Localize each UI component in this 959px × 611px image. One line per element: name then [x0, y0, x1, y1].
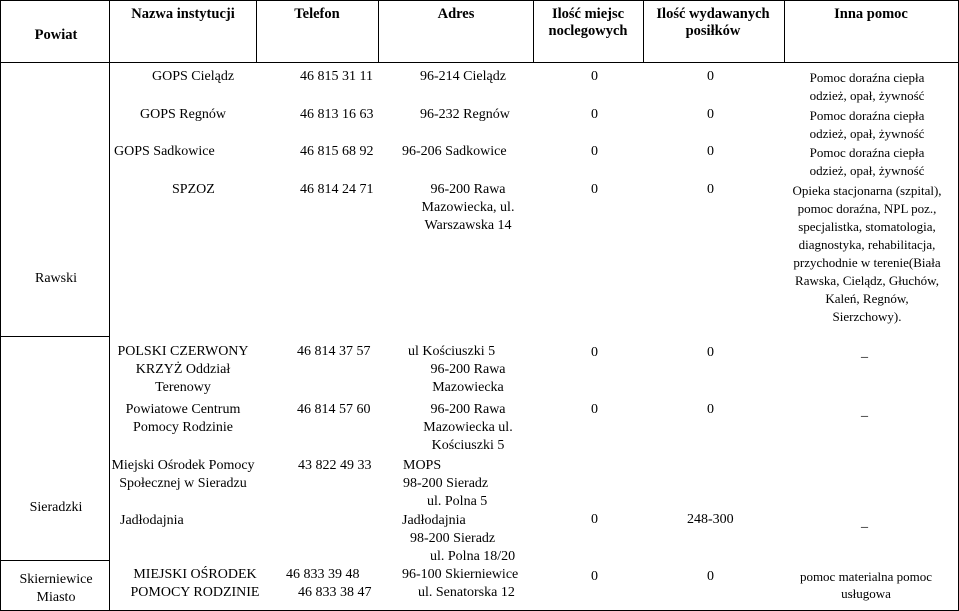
- sieradzki-row-1-posilki: 0: [707, 345, 714, 360]
- header-telefon: Telefon: [294, 6, 340, 22]
- skierniewice-row-1-inna-2: usługowa: [841, 586, 891, 601]
- sieradzki-row-1-adres: ul Kościuszki 5: [408, 344, 496, 359]
- header-top-border: [0, 0, 959, 1]
- sieradzki-row-4-adres-3: ul. Polna 18/20: [430, 549, 516, 564]
- rawski-row-1-inna-2: odzież, opał, żywność: [809, 88, 925, 103]
- rawski-row-4-inna-4: diagnostyka, rehabilitacja,: [798, 237, 936, 252]
- skierniewice-row-1-nazwa: MIEJSKI OŚRODEK: [133, 567, 257, 582]
- rawski-row-4-nazwa: SPZOZ: [172, 182, 215, 197]
- header-nazwa: Nazwa instytucji: [131, 6, 235, 22]
- rawski-row-2-posilki: 0: [707, 107, 714, 122]
- sieradzki-row-2-nazwa: Powiatowe Centrum: [125, 402, 241, 417]
- rawski-row-2-telefon: 46 813 16 63: [300, 107, 374, 122]
- sieradzki-row-1-nazwa-3: Terenowy: [155, 380, 211, 395]
- header-bottom-border: [0, 62, 959, 63]
- rawski-row-1-adres: 96-214 Cielądz: [420, 69, 506, 84]
- powiat-skierniewice-2: Miasto: [36, 590, 76, 605]
- sieradzki-row-2-miejsca: 0: [591, 402, 598, 417]
- sieradzki-row-2-adres-2: Mazowiecka ul.: [423, 420, 513, 435]
- sieradzki-row-2-nazwa-2: Pomocy Rodzinie: [133, 420, 233, 435]
- rawski-row-4-inna-5: przychodnie w terenie(Biała: [793, 255, 941, 270]
- sieradzki-row-4-miejsca: 0: [591, 512, 598, 527]
- col-border-6: [784, 0, 785, 63]
- sieradzki-row-4-adres: Jadłodajnia: [402, 513, 466, 528]
- rawski-row-4-inna-2: pomoc doraźna, NPL poz.,: [797, 201, 937, 216]
- sieradzki-row-1-miejsca: 0: [591, 345, 598, 360]
- rawski-row-4-inna-1: Opieka stacjonarna (szpital),: [792, 183, 942, 198]
- sieradzki-row-3-telefon: 43 822 49 33: [298, 458, 372, 473]
- sieradzki-row-4-adres-2: 98-200 Sieradz: [410, 531, 496, 546]
- header-miejsca-2: noclegowych: [548, 23, 628, 39]
- header-inna: Inna pomoc: [834, 6, 908, 22]
- col-border-4: [533, 0, 534, 63]
- powiat-skierniewice: Skierniewice: [19, 572, 93, 587]
- sieradzki-row-4-nazwa: Jadłodajnia: [120, 513, 184, 528]
- sieradzki-row-3-adres-3: ul. Polna 5: [427, 494, 488, 509]
- header-posilki-2: posiłków: [685, 23, 741, 39]
- section-border-sieradzki-skierniewice: [0, 560, 109, 561]
- sieradzki-row-1-adres-2: 96-200 Rawa: [430, 362, 506, 377]
- header-adres: Adres: [437, 6, 475, 22]
- skierniewice-row-1-telefon-2: 46 833 38 47: [298, 585, 372, 600]
- header-powiat: Powiat: [34, 27, 78, 43]
- skierniewice-row-1-miejsca: 0: [591, 569, 598, 584]
- header-miejsca: Ilość miejsc: [551, 6, 625, 22]
- skierniewice-row-1-telefon: 46 833 39 48: [286, 567, 360, 582]
- rawski-row-4-posilki: 0: [707, 182, 714, 197]
- rawski-row-1-nazwa: GOPS Cielądz: [152, 69, 235, 84]
- rawski-row-4-adres-2: Mazowiecka, ul.: [421, 200, 515, 215]
- col-border-1: [109, 0, 110, 611]
- rawski-row-4-inna-6: Rawska, Cielądz, Głuchów,: [795, 273, 939, 288]
- rawski-row-1-posilki: 0: [707, 69, 714, 84]
- rawski-row-3-miejsca: 0: [591, 144, 598, 159]
- rawski-row-1-telefon: 46 815 31 11: [300, 69, 373, 84]
- rawski-row-3-nazwa: GOPS Sadkowice: [114, 144, 215, 159]
- sieradzki-row-3-nazwa-2: Społecznej w Sieradzu: [119, 476, 247, 491]
- skierniewice-row-1-nazwa-2: POMOCY RODZINIE: [130, 585, 260, 600]
- rawski-row-3-inna: Pomoc doraźna ciepła: [809, 145, 925, 160]
- col-border-3: [378, 0, 379, 63]
- sieradzki-row-2-telefon: 46 814 57 60: [297, 402, 371, 417]
- sieradzki-row-3-nazwa: Miejski Ośrodek Pomocy: [111, 458, 255, 473]
- section-border-rawski-sieradzki: [0, 336, 109, 337]
- sieradzki-row-1-inna: _: [861, 345, 868, 360]
- rawski-row-1-miejsca: 0: [591, 69, 598, 84]
- col-border-2: [256, 0, 257, 63]
- rawski-row-2-miejsca: 0: [591, 107, 598, 122]
- skierniewice-row-1-posilki: 0: [707, 569, 714, 584]
- sieradzki-row-2-inna: _: [861, 404, 868, 419]
- sieradzki-row-2-adres-3: Kościuszki 5: [431, 438, 505, 453]
- skierniewice-row-1-adres: 96-100 Skierniewice: [402, 567, 519, 582]
- rawski-row-4-adres: 96-200 Rawa: [430, 182, 506, 197]
- rawski-row-4-inna-8: Sierzchowy).: [832, 309, 902, 324]
- rawski-row-4-telefon: 46 814 24 71: [300, 182, 374, 197]
- rawski-row-4-miejsca: 0: [591, 182, 598, 197]
- col-border-0: [0, 0, 1, 611]
- sieradzki-row-1-adres-3: Mazowiecka: [432, 380, 504, 395]
- col-border-5: [643, 0, 644, 63]
- rawski-row-4-inna-7: Kaleń, Regnów,: [825, 291, 909, 306]
- sieradzki-row-1-telefon: 46 814 37 57: [297, 344, 371, 359]
- sieradzki-row-1-nazwa-2: KRZYŻ Oddział: [135, 362, 231, 377]
- sieradzki-row-4-posilki: 248-300: [687, 512, 734, 527]
- skierniewice-row-1-adres-2: ul. Senatorska 12: [418, 585, 515, 600]
- sieradzki-row-3-adres: MOPS: [403, 458, 442, 473]
- rawski-row-2-inna: Pomoc doraźna ciepła: [809, 108, 925, 123]
- rawski-row-3-inna-2: odzież, opał, żywność: [809, 163, 925, 178]
- rawski-row-3-adres: 96-206 Sadkowice: [402, 144, 507, 159]
- rawski-row-3-posilki: 0: [707, 144, 714, 159]
- rawski-row-2-adres: 96-232 Regnów: [420, 107, 510, 122]
- header-posilki: Ilość wydawanych: [656, 6, 770, 22]
- rawski-row-2-inna-2: odzież, opał, żywność: [809, 126, 925, 141]
- rawski-row-4-inna-3: specjalistka, stomatologia,: [798, 219, 936, 234]
- rawski-row-4-adres-3: Warszawska 14: [424, 218, 512, 233]
- rawski-row-1-inna: Pomoc doraźna ciepła: [809, 70, 925, 85]
- sieradzki-row-2-posilki: 0: [707, 402, 714, 417]
- rawski-row-2-nazwa: GOPS Regnów: [140, 107, 226, 122]
- sieradzki-row-2-adres: 96-200 Rawa: [430, 402, 506, 417]
- sieradzki-row-1-nazwa: POLSKI CZERWONY: [117, 344, 249, 359]
- sieradzki-row-4-inna: _: [861, 515, 868, 530]
- powiat-rawski: Rawski: [35, 271, 77, 286]
- powiat-sieradzki: Sieradzki: [29, 500, 83, 515]
- rawski-row-3-telefon: 46 815 68 92: [300, 144, 374, 159]
- skierniewice-row-1-inna: pomoc materialna pomoc: [799, 569, 933, 584]
- sieradzki-row-3-adres-2: 98-200 Sieradz: [403, 476, 489, 491]
